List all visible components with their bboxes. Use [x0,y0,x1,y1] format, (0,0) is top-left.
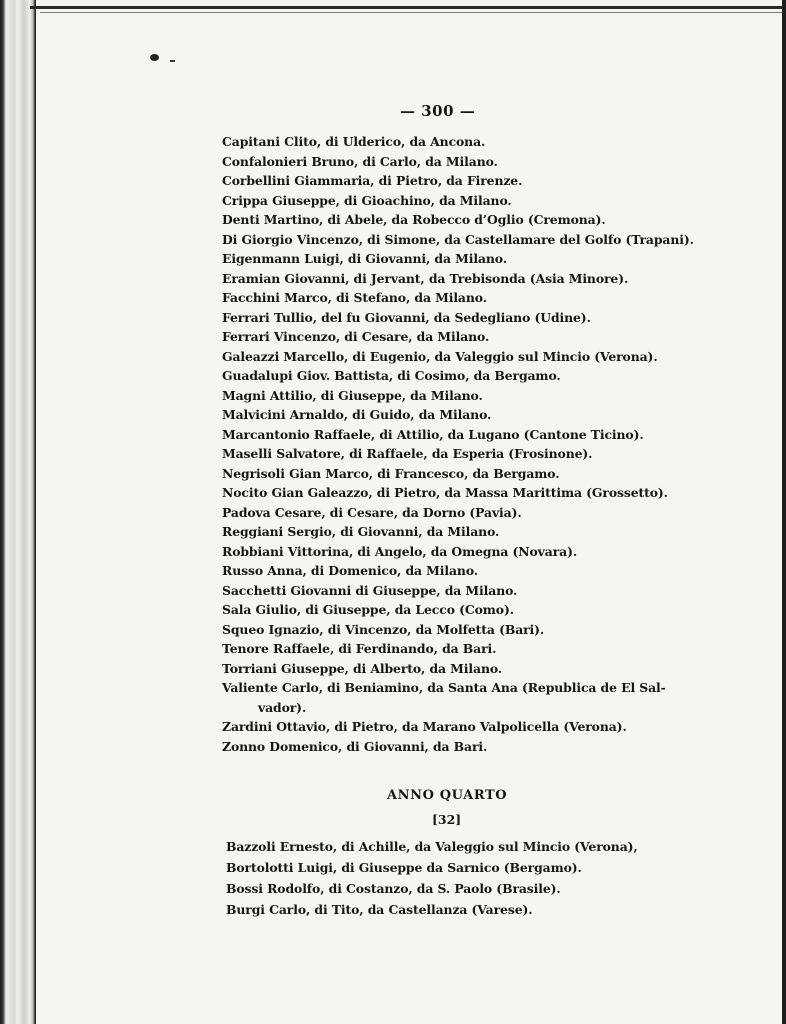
list-item: Bortolotti Luigi, di Giuseppe da Sarnico (Bergamo). [226,860,582,875]
list-item: Valiente Carlo, di Beniamino, da Santa Ana (Republica de El Sal- [222,680,666,695]
list-item: Eigenmann Luigi, di Giovanni, da Milano. [222,251,507,266]
section-student-list [226,836,696,920]
list-item: Tenore Raffaele, di Ferdinando, da Bari. [222,641,497,656]
list-item: Reggiani Sergio, di Giovanni, da Milano. [222,524,500,539]
list-item: Squeo Ignazio, di Vincenzo, da Molfetta (Bari). [222,621,545,637]
list-item: Eramian Giovanni, di Jervant, da Trebisonda (Asia Minore). [222,270,629,286]
page-number: — 300 — [400,102,476,120]
list-item: Torriani Giuseppe, di Alberto, da Milano. [222,660,503,676]
list-item: Zonno Domenico, di Giovanni, da Bari. [222,738,488,754]
section-count: [32] [432,812,462,827]
list-item: Magni Attilio, di Giuseppe, da Milano. [222,387,483,403]
list-item-continuation: vador). [258,699,307,715]
list-item: Sala Giulio, di Giuseppe, da Lecco (Como). [222,602,514,617]
list-item: Russo Anna, di Domenico, da Milano. [222,563,478,578]
list-item: Guadalupi Giov. Battista, di Cosimo, da Bergamo. [222,368,561,383]
list-item: Corbellini Giammaria, di Pietro, da Firenze. [222,173,523,188]
list-item: Sacchetti Giovanni di Giuseppe, da Milano. [222,582,518,598]
list-item: Zardini Ottavio, di Pietro, da Marano Valpolicella (Verona). [222,719,627,734]
list-item: Burgi Carlo, di Tito, da Castellanza (Varese). [226,902,533,917]
list-item: Negrisoli Gian Marco, di Francesco, da Bergamo. [222,465,560,481]
list-item: Crippa Giuseppe, di Gioachino, da Milano. [222,192,512,208]
list-item: Galeazzi Marcello, di Eugenio, da Valeggio sul Mincio (Verona). [222,348,658,364]
list-item: Ferrari Tullio, del fu Giovanni, da Sedegliano (Udine). [222,309,591,325]
list-item: Malvicini Arnaldo, di Guido, da Milano. [222,407,492,422]
section-title: ANNO QUARTO [387,788,508,803]
list-item: Padova Cesare, di Cesare, da Dorno (Pavia). [222,504,522,520]
list-item: Capitani Clito, di Ulderico, da Ancona. [222,134,486,149]
list-item: Maselli Salvatore, di Raffaele, da Esperia (Frosinone). [222,446,593,461]
list-item: Bazzoli Ernesto, di Achille, da Valeggio sul Mincio (Verona), [226,839,638,854]
top-edge-rule-thin [40,12,786,13]
list-item: Nocito Gian Galeazzo, di Pietro, da Massa Marittima (Grossetto). [222,485,668,500]
list-item: Ferrari Vincenzo, di Cesare, da Milano. [222,329,490,344]
list-item: Bossi Rodolfo, di Costanzo, da S. Paolo (Brasile). [226,881,561,896]
ink-smudge-mark [170,60,175,62]
ink-smudge [150,54,159,61]
right-page-edge [782,0,786,1024]
student-list [222,132,692,756]
list-item: Marcantonio Raffaele, di Attilio, da Lugano (Cantone Ticino). [222,426,644,442]
list-item: Confalonieri Bruno, di Carlo, da Milano. [222,153,498,169]
list-item: Denti Martino, di Abele, da Robecco d’Oglio (Cremona). [222,212,606,227]
list-item: Facchini Marco, di Stefano, da Milano. [222,290,487,305]
binding-edge [0,0,36,1024]
list-item: Robbiani Vittorina, di Angelo, da Omegna (Novara). [222,543,578,559]
list-item: Di Giorgio Vincenzo, di Simone, da Castellamare del Golfo (Trapani). [222,231,694,247]
top-edge-rule [30,6,786,9]
